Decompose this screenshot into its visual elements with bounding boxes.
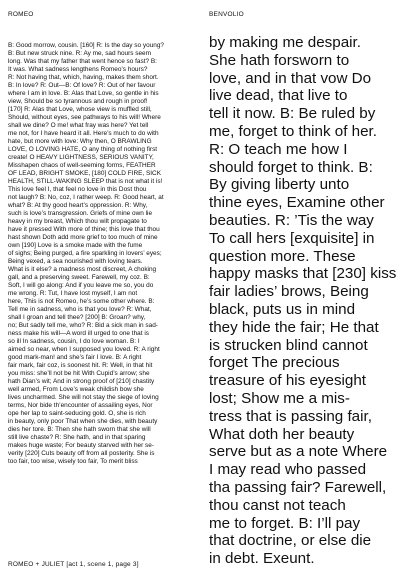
page-footer: ROMEO + JULIET [act 1, scene 1, page 3] — [8, 561, 139, 568]
right-column-body-text: by making me despair. She hath forsworn to love, and in that vow Do live dead, that live to tell it now. B: Be ruled by me, forget to think of her. R: O teach me how I should forget to think. B: By giving liberty unto thine eyes, Examine other beauties. R: ’Tis the way To call hers [exquisite] in question more. These happy masks that [230] kiss fair ladies’ brows, Being black, puts us in mind they hide the fair; He that is strucken blind cannot forget The precious treasure of his eyesight lost; Show me a mis- tress that is passing fair, What doth her beauty serve but as a note Where I may read who passed tha passing fair? Farewell, thou canst not teach me to forget. B: I’ll pay that doctrine, or else die in debt. Exeunt. — [209, 34, 397, 568]
right-column-header: BENVOLIO — [209, 11, 244, 18]
left-column-header: ROMEO — [8, 11, 34, 18]
left-column-body-text: B: Good morrow, cousin. [160] R: Is the day so young? B: But new struck nine. R: Ay me, sad hours seem long. Was that my father that went hence so fast? B: It was. What sadness lengthens Romeo’s hours? R: Not having that, which, having, makes them short. B: In love? R: Out—B: Of love? R: Out of her favour where I am in love. B: Alas that Love, so gentle in his view, Should be so tyrannous and rough in proof! [170] R: Alas that Love, whose view is muffled still, Should, without eyes, see pathways to his will! Where shall we dine? O me! what fray was here? Yet tell me not, for I have heard it all. Here’s much to do with hate, but more with love: Why then, O BRAWLING LOVE, O LOVING HATE, O any thing of nothing first create! O HEAVY LIGHTNESS, SERIOUS VANITY, Misshapen chaos of well-seeming forms, FEATHER OF LEAD, BRIGHT SMOKE, [180] COLD FIRE, SICK HEALTH, STILL-WAKING SLEEP that is not what it is! This love feel I, that feel no love in this Dost thou not laugh? B: No, coz, I rather weep. R: Good heart, at what? B: At thy good heart’s oppression. R: Why, such is love’s transgression. Griefs of mine own lie heavy in my breast, Which thou wilt propagate to have it pressed With more of thine; this love that thou hast shown Doth add more grief to too much of mine own [190] Love is a smoke made with the fume of sighs; Being purged, a fire sparkling in lovers’ eyes; Being vexed, a sea nourished with loving tears. What is it else? a madness most discreet, A choking gall, and a preserving sweet. Farewell, my coz. B: Soft, I will go along: And if you leave me so, you do me wrong. R: Tut, I have lost myself, I am not here, This is not Romeo, he’s some other where. B: Tell me in sadness, who is that you love? R: What, shall I groan and tell thee? [200] B: Groan? why, no; But sadly tell me, who? R: Bid a sick man in sad- ness make his will—A word ill urged to one that is so ill In sadness, cousin, I do love woman. B: I aimed so near, when I supposed you loved. R: A right good mark-man! and she’s fair I love. B: A right fair mark, fair coz, is soonest hit. R: Well, in that hit you miss: she’ll not be hit With Cupid’s arrow; she hath Dian’s wit; And in strong proof of [210] chastity well armed, From Love’s weak childish bow she lives uncharmed. She will not stay the siege of loving terms, Nor bide th’encounter of assailing eyes, Nor ope her lap to saint-seducing gold. O, she is rich in beauty, only poor That when she dies, with beauty dies her tore. B: Then she hath sworn that she will still live chaste? R: She hath, and in that sparing makes huge waste; For beauty starved with her se- verity [220] Cuts beauty off from all posterity. She is too fair, too wise, wisely too fair, To merit bliss — [8, 42, 165, 465]
